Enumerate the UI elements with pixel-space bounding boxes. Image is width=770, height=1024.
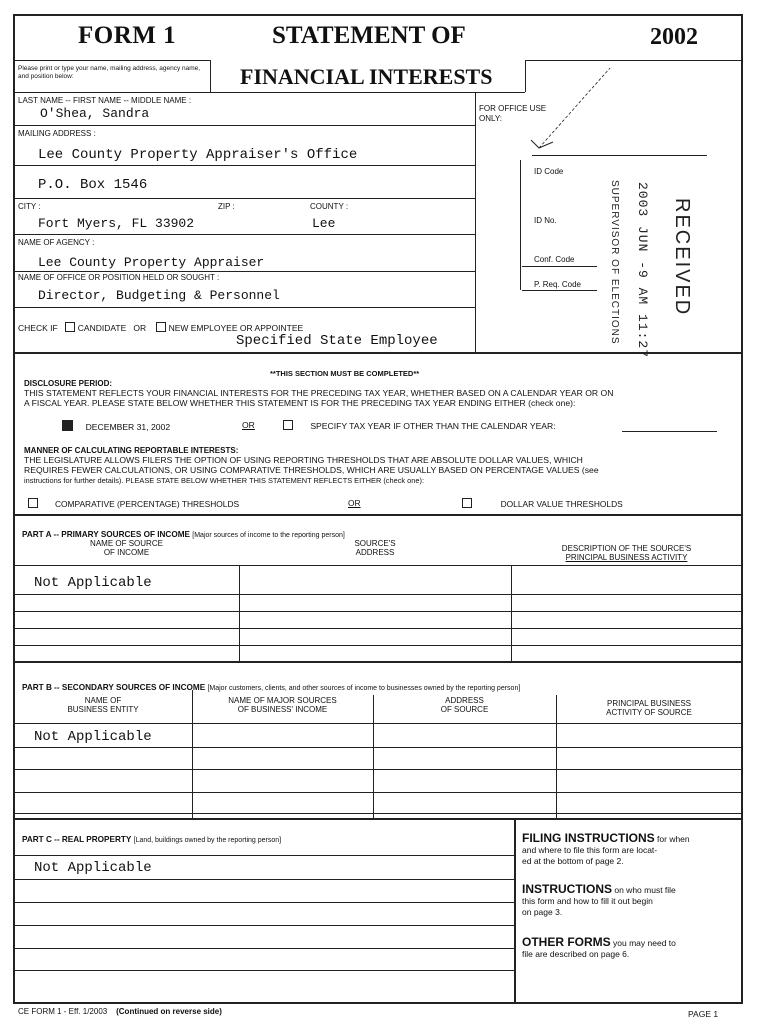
instructions-block xyxy=(522,884,734,918)
other-forms-text1: you may need to xyxy=(610,938,676,948)
agency-value[interactable]: Lee County Property Appraiser xyxy=(38,255,265,270)
header-divider xyxy=(14,60,210,61)
part-a-col1-line1: NAME OF SOURCE xyxy=(90,539,163,548)
part-a-subtitle: [Major sources of income to the reporting person] xyxy=(192,532,345,539)
specify-year-blank xyxy=(622,431,717,432)
part-a-col3-head xyxy=(511,544,742,562)
zip-label: ZIP : xyxy=(218,202,235,211)
part-b-col1-line1: NAME OF xyxy=(84,696,122,705)
dollar-option-label: DOLLAR VALUE THRESHOLDS xyxy=(500,499,623,509)
part-a-col-divider-1 xyxy=(239,565,240,661)
form-year: 2002 xyxy=(650,24,698,50)
filing-instructions-text1: for when xyxy=(654,834,690,844)
name-row-line xyxy=(14,125,475,126)
other-forms-block xyxy=(522,937,734,960)
comparative-checkbox[interactable] xyxy=(28,498,38,508)
part-a-title: PART A -- PRIMARY SOURCES OF INCOME xyxy=(22,530,190,539)
part-c-entry[interactable]: Not Applicable xyxy=(34,860,152,876)
part-c-row-5 xyxy=(14,970,514,971)
manner-text-1: THE LEGISLATURE ALLOWS FILERS THE OPTION OF USING REPORTING THRESHOLDS THAT ARE ABSOLUTE DOLLAR VALUES, WHICH xyxy=(24,455,583,465)
name-label: LAST NAME -- FIRST NAME -- MIDDLE NAME : xyxy=(18,96,192,105)
comparative-option xyxy=(28,498,239,509)
part-a-col3-line2: PRINCIPAL BUSINESS ACTIVITY xyxy=(565,553,688,562)
county-value[interactable]: Lee xyxy=(312,216,336,231)
instructions-heading: INSTRUCTIONS xyxy=(522,882,612,896)
threshold-or: OR xyxy=(348,498,361,508)
disclosure-top-line xyxy=(14,352,742,354)
part-c-head-line xyxy=(14,855,514,856)
form-title-line1: STATEMENT OF xyxy=(272,22,466,49)
part-c-title-row xyxy=(22,835,281,845)
p-req-code-line xyxy=(522,290,597,291)
conf-code-line xyxy=(522,266,597,267)
december-checkbox[interactable] xyxy=(62,420,73,431)
specify-option-label: SPECIFY TAX YEAR IF OTHER THAN THE CALENDAR YEAR: xyxy=(310,421,556,431)
part-b-entry[interactable]: Not Applicable xyxy=(34,729,152,745)
mailing-line1[interactable]: Lee County Property Appraiser's Office xyxy=(38,147,358,163)
part-b-head-line xyxy=(14,723,742,724)
other-forms-text2: file are described on page 6. xyxy=(522,949,630,959)
part-c-row-2 xyxy=(14,902,514,903)
filing-instructions-text2: and where to file this form are locat- xyxy=(522,845,658,855)
part-c-instructions-divider xyxy=(514,818,516,1003)
city-label: CITY : xyxy=(18,202,41,211)
id-no-label: ID No. xyxy=(534,216,557,225)
part-b-col4-line1: PRINCIPAL BUSINESS xyxy=(606,699,692,708)
form-title-line2: FINANCIAL INTERESTS xyxy=(240,64,493,89)
other-forms-heading: OTHER FORMS xyxy=(522,935,611,949)
header-bottom-line xyxy=(14,92,525,93)
office-value[interactable]: Director, Budgeting & Personnel xyxy=(38,288,280,303)
filer-right-divider xyxy=(475,92,476,352)
instructions-text2: this form and how to fill it out begin xyxy=(522,896,653,906)
part-b-title-row xyxy=(22,683,520,693)
candidate-checkbox[interactable] xyxy=(65,322,75,332)
office-use-code-divider xyxy=(520,160,521,290)
manner-text-3: instructions for further details). PLEASE STATE BELOW WHETHER THIS STATEMENT REFLECTS EITHER (check one): xyxy=(24,476,425,485)
part-b-row-1 xyxy=(14,747,742,748)
name-value[interactable]: O'Shea, Sandra xyxy=(40,106,150,121)
part-a-row-4 xyxy=(14,645,742,646)
print-note xyxy=(18,65,208,81)
december-option-label: DECEMBER 31, 2002 xyxy=(85,422,171,432)
agency-row-line xyxy=(14,271,475,272)
candidate-label: CANDIDATE xyxy=(77,323,127,333)
part-b-row-4 xyxy=(14,813,742,814)
employee-type-value[interactable]: Specified State Employee xyxy=(236,333,438,349)
part-a-top-line xyxy=(14,514,742,516)
disclosure-period-label: DISCLOSURE PERIOD: xyxy=(24,379,113,388)
footer-form-id: CE FORM 1 - Eff. 1/2003 xyxy=(18,1007,108,1016)
part-c-row-3 xyxy=(14,925,514,926)
new-employee-label: NEW EMPLOYEE OR APPOINTEE xyxy=(168,323,304,333)
part-a-col3-line1: DESCRIPTION OF THE SOURCE'S xyxy=(561,544,692,553)
part-a-col1-head xyxy=(14,539,239,557)
mailing-row-line-2 xyxy=(14,198,475,199)
part-b-col1-line2: BUSINESS ENTITY xyxy=(67,705,139,714)
part-a-head-line xyxy=(14,565,742,566)
stamp-received: RECEIVED xyxy=(671,198,693,317)
stamp-office: SUPERVISOR OF ELECTIONS xyxy=(609,180,620,345)
part-a-row-2 xyxy=(14,611,742,612)
period-or: OR xyxy=(242,420,255,430)
other-forms-line1 xyxy=(522,937,734,949)
comparative-option-label: COMPARATIVE (PERCENTAGE) THRESHOLDS xyxy=(54,499,240,509)
part-b-subtitle: [Major customers, clients, and other sources of income to businesses owned by the reporting person] xyxy=(207,685,521,692)
check-if-row xyxy=(18,322,303,333)
filing-instructions-text3: ed at the bottom of page 2. xyxy=(522,856,624,866)
agency-label: NAME OF AGENCY : xyxy=(18,238,95,247)
part-a-col-divider-2 xyxy=(511,565,512,661)
instructions-text1: on who must file xyxy=(612,885,676,895)
office-use-line xyxy=(532,155,707,156)
part-a-col2-line2: ADDRESS xyxy=(355,548,395,557)
part-c-top-line xyxy=(14,818,742,820)
part-a-col2-head xyxy=(239,539,511,557)
stamp-date: 2003 JUN -9 AM 11:27 xyxy=(635,182,650,359)
part-b-row-3 xyxy=(14,792,742,793)
part-b-col2-line1: NAME OF MAJOR SOURCES xyxy=(228,696,337,705)
dollar-option xyxy=(462,498,623,509)
city-value[interactable]: Fort Myers, FL 33902 xyxy=(38,216,195,231)
checkmark-icon xyxy=(525,60,615,155)
dollar-checkbox[interactable] xyxy=(462,498,472,508)
office-use-title: FOR OFFICE USE ONLY: xyxy=(479,104,547,123)
print-note-text: Please print or type your name, mailing address, agency name, and position below: xyxy=(18,65,201,80)
part-b-col3-line2: OF SOURCE xyxy=(440,705,489,714)
part-a-row-1 xyxy=(14,594,742,595)
filing-instructions-heading: FILING INSTRUCTIONS xyxy=(522,831,655,845)
part-b-col-divider-1 xyxy=(192,690,193,818)
part-b-col3-line1: ADDRESS xyxy=(445,696,484,705)
part-b-col4-line2: ACTIVITY OF SOURCE xyxy=(606,708,692,717)
footer-continued: (Continued on reverse side) xyxy=(116,1007,222,1016)
p-req-code-label: P. Req. Code xyxy=(534,280,581,289)
part-c-title: PART C -- REAL PROPERTY xyxy=(22,835,132,844)
part-b-col2-line2: OF BUSINESS' INCOME xyxy=(237,705,328,714)
filing-instructions-line1 xyxy=(522,833,734,845)
part-b-col-divider-3 xyxy=(556,695,557,818)
must-complete-note: **THIS SECTION MUST BE COMPLETED** xyxy=(270,369,420,378)
or-label: OR xyxy=(133,323,147,333)
header-note-divider xyxy=(210,60,211,92)
specify-checkbox[interactable] xyxy=(283,420,293,430)
part-b-col1-head xyxy=(14,696,192,714)
conf-code-label: Conf. Code xyxy=(534,255,575,264)
manner-label: MANNER OF CALCULATING REPORTABLE INTERESTS: xyxy=(24,446,239,455)
part-c-row-4 xyxy=(14,948,514,949)
part-b-row-2 xyxy=(14,769,742,770)
filing-instructions xyxy=(522,833,734,867)
part-c-subtitle: [Land, buildings owned by the reporting person] xyxy=(133,837,282,844)
part-b-title: PART B -- SECONDARY SOURCES OF INCOME xyxy=(22,683,206,692)
period-options xyxy=(62,420,170,432)
footer-page: PAGE 1 xyxy=(688,1009,719,1019)
specify-option xyxy=(283,420,556,431)
form-number: FORM 1 xyxy=(78,22,177,49)
part-a-col2-line1: SOURCE'S xyxy=(354,539,396,548)
instructions-text3: on page 3. xyxy=(522,907,563,917)
check-if-label: CHECK IF xyxy=(18,323,58,333)
part-a-col1-line2: OF INCOME xyxy=(103,548,150,557)
part-c-row-1 xyxy=(14,879,514,880)
office-row-line xyxy=(14,307,475,308)
id-code-label: ID Code xyxy=(534,167,564,176)
mailing-row-line xyxy=(14,165,475,166)
part-a-row-3 xyxy=(14,628,742,629)
footer-form-id-row xyxy=(18,1007,222,1016)
mailing-label: MAILING ADDRESS : xyxy=(18,129,96,138)
part-b-col3-head xyxy=(373,696,556,714)
period-text-1: THIS STATEMENT REFLECTS YOUR FINANCIAL INTERESTS FOR THE PRECEDING TAX YEAR, WHETHER BASED ON A CALENDAR YEAR OR ON xyxy=(24,388,614,398)
part-b-col2-head xyxy=(192,696,373,714)
county-label: COUNTY : xyxy=(310,202,349,211)
part-a-entry[interactable]: Not Applicable xyxy=(34,575,152,591)
instructions-line1 xyxy=(522,884,734,896)
office-label: NAME OF OFFICE OR POSITION HELD OR SOUGHT : xyxy=(18,273,220,282)
manner-text-2: REQUIRES FEWER CALCULATIONS, OR USING COMPARATIVE THRESHOLDS, WHICH ARE USUALLY BASED ON PERCENTAGE VALUES (see xyxy=(24,465,599,475)
part-b-col-divider-2 xyxy=(373,695,374,818)
city-row-line xyxy=(14,234,475,235)
part-b-col4-head xyxy=(556,699,742,717)
mailing-line2[interactable]: P.O. Box 1546 xyxy=(38,177,148,193)
part-b-top-line xyxy=(14,661,742,663)
new-employee-checkbox[interactable] xyxy=(156,322,166,332)
period-text-2: A FISCAL YEAR. PLEASE STATE BELOW WHETHER THIS STATEMENT IS FOR THE PRECEDING TAX YEAR ENDING EITHER (check one): xyxy=(24,398,576,408)
